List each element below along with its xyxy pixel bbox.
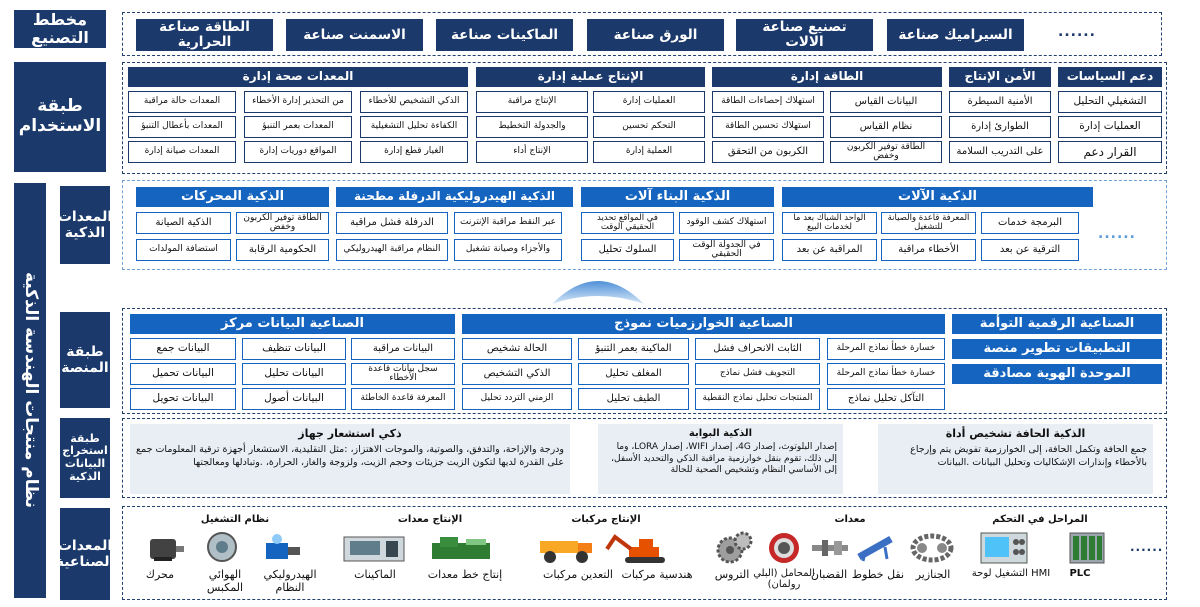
app-safety-cell: الطوارئ إدارة [949,116,1051,138]
smart-more: ...... [1098,226,1136,242]
app-energy-cell: الطاقة توفير الكربون وخفض [830,141,942,163]
sensor-text: ودرجة والإزاحة، والتدفق، والصوتية، والموجات الاهتزاز، :مثل التقليدية، الاستشعار أجهزة ترقية المعلومات جمع على القدرة لديها لتكون الزيت جزيئات وحجم الزيت، ولزوجة والغاز، الحرارة، .وتبادلها ومعالجتها [136,443,564,468]
platform-layer-label: طبقة المنصة [60,312,110,408]
motor-item [144,531,186,565]
app-production-cell: التحكم تحسين [593,116,705,138]
application-layer-label: طبقة الاستخدام [14,62,106,172]
data-cell: البيانات تنظيف [242,338,346,360]
air-compressor-label: الهوائي المكبس [206,568,244,594]
smart-motors-cell: الذكية الصيانة [136,212,231,234]
air-compressor-item [202,531,242,565]
app-energy-cell: البيانات القياس [830,91,942,113]
data-cell: المعرفة قاعدة الخاطئة [351,388,455,410]
data-cell: البيانات تحميل [130,363,236,385]
conveyor-label: نقل خطوط [851,568,905,581]
gateway-text: إصدار البلوتوث، إصدار 4G، إصدار WIFI، إصدار LORA، وما إلى ذلك، تقوم بنقل خوارزمية مراقبة الذكي والتحديد الأسفل، إلى الأساسي النظام وتشخيص الصحية للحالة [611,442,837,476]
bearing-label: المحامل (البلي رولمان) [753,568,815,590]
smart-equipment-label: المعدات الذكية [60,186,110,264]
smart-hydraulic-cell: الدرفلة فشل مراقبة [336,212,448,234]
industrial-equipment-label: المعدات الصناعية [60,508,110,600]
hmi-label: HMI التشغيل لوحة [971,568,1051,579]
data-cell: البيانات تحويل [130,388,236,410]
plc-icon [1069,531,1105,565]
hydraulic-item [262,531,304,565]
factory-planning-label: مخطط التصنيع [14,10,106,48]
chain-icon [910,531,954,565]
hydraulic-label: الهيدروليكي النظام [263,568,317,594]
app-health-cell: المعدات صيانة إدارة [128,141,236,163]
smart-gateway [598,424,843,494]
hmi-panel-icon [980,531,1028,565]
app-energy-cell: استهلاك تحسين الطاقة [712,116,824,138]
smart-machines-cell: الواحد الشباك بعد ما لخدمات البيع [782,212,877,234]
identity-auth-header: الموحدة الهوية مصادقة [952,364,1162,384]
data-cell: البيانات جمع [130,338,236,360]
algo-cell: الثابت الانحراف فشل [695,338,820,360]
smart-hydraulic-cell: والأجزاء وصيانة تشغيل [454,239,562,261]
smart-machines-header: الذكية الآلات [782,187,1093,207]
app-health-cell: من التحذير إدارة الأخطاء [244,91,352,113]
app-health-cell: المعدات بأعطال التنبؤ [128,116,236,138]
app-energy-cell: الكربون من التحقق [712,141,824,163]
gear-item [714,531,754,565]
mining-truck-item [536,531,596,565]
app-production-cell: والجدولة التخطيط [476,116,588,138]
mining-truck-label: التعدين مركبات [543,568,613,581]
algo-cell: خسارة خطأ نماذج المرحلة [827,363,945,385]
app-safety-cell: الأمنية السيطرة [949,91,1051,113]
excavator-item [603,531,679,565]
app-dev-platform-header: التطبيقات تطوير منصة [952,339,1162,359]
machine-tool-item [340,531,410,565]
group-title-vehicles: الإنتاج مركبات [571,514,641,525]
app-health-cell: المعدات حالة مراقبة [128,91,236,113]
smart-hydraulic-cell: النظام مراقبة الهيدروليكي [336,239,448,261]
smart-machines-cell: البرمجة خدمات [981,212,1079,234]
edge-tool-text: جمع الحافة وتكمل الحافة، إلى الخوارزمية تفويض يتم وإرجاع بالأخطاء وإنذارات الإشكاليات وتحليل البيانات .البيانات [910,443,1147,468]
smart-construction-cell: في الجدولة الوقت الحقيقي [679,239,774,261]
excavator-icon [603,531,679,565]
digital-twin-header: الصناعية الرقمية التوأمة [952,314,1162,334]
smart-machines-cell: المراقبة عن بعد [782,239,877,261]
group-title-operation: نظام التشغيل [200,514,270,525]
upward-arrow-icon [548,264,648,308]
motor-label: محرك [145,568,175,581]
algo-cell: الذكي التشخيص [462,363,572,385]
app-health-cell: الكفاءة تحليل التشغيلية [360,116,468,138]
industrial-more: ...... [1130,540,1164,554]
machine-tool-icon [340,531,410,565]
policy-support-header: دعم السياسات [1058,67,1162,87]
production-safety-header: الأمن الإنتاج [949,67,1051,87]
app-production-cell: الإنتاج أداء [476,141,588,163]
edge-diagnosis-tool [878,424,1153,494]
algo-cell: التجويف فشل نماذج [695,363,820,385]
big-system-label: نظام منتجات الهندسة الذكية [14,183,46,598]
chain-label: الجنازير [915,568,951,581]
gear-label: التروس [714,568,750,581]
smart-construction-cell: استهلاك كشف الوقود [679,212,774,234]
excavator-label: هندسية مركبات [621,568,693,581]
hydraulic-pump-icon [262,531,304,565]
conveyor-icon [855,531,899,565]
data-cell: البيانات أصول [242,388,346,410]
app-health-cell: المواقع دوريات إدارة [244,141,352,163]
sensor-title: ذكي استشعار جهاز [298,427,402,440]
industry-thermal-energy: الطاقة صناعة الحرارية [136,19,273,51]
bearing-item [764,531,804,565]
bearing-icon [764,531,804,565]
app-safety-cell: على التدريب السلامة [949,141,1051,163]
algo-cell: الطيف تحليل [578,388,689,410]
app-support-cell: التشغيلي التحليل [1058,91,1162,113]
conveyor-item [855,531,899,565]
algorithm-models-header: الصناعية الخوارزميات نموذج [462,314,945,334]
machine-tool-label: الماكينات [354,568,396,581]
algo-cell: خسارة خطأ نماذج المرحلة [827,338,945,360]
group-title-control: المراحل في التحكم [992,514,1088,525]
gateway-title: الذكية البوابة [688,428,753,439]
smart-hydraulic-cell: عبر النقط مراقبة الإنترنت [454,212,562,234]
production-process-header: الإنتاج عملية إدارة [476,67,705,87]
smart-machines-cell: الأخطاء مراقبة [881,239,976,261]
smart-machines-cell: الترقية عن بعد [981,239,1079,261]
app-support-cell: العمليات إدارة [1058,116,1162,138]
equipment-health-header: المعدات صحة إدارة [128,67,468,87]
app-energy-cell: استهلاك إحصاءات الطاقة [712,91,824,113]
industry-cement: الاسمنت صناعة [286,19,423,51]
algo-cell: المغلف تحليل [578,363,689,385]
app-health-cell: الذكي التشخيص للأخطاء [360,91,468,113]
smart-motors-cell: الطاقة توفير الكربون وخفض [236,212,329,234]
smart-hydraulic-header: الذكية الهيدروليكية الدرفلة مطحنة [336,187,573,207]
app-production-cell: الإنتاج مراقبة [476,91,588,113]
algo-cell: المنتجات تحليل نماذج النقطية [695,388,820,410]
shaft-label: القضبان [810,568,848,581]
chain-item [910,531,954,565]
data-center-header: الصناعية البيانات مركز [130,314,455,334]
app-health-cell: المعدات بعمر التنبؤ [244,116,352,138]
data-cell: سجل بيانات قاعدة الأخطاء [351,363,455,385]
algo-cell: التآكل تحليل نماذج [827,388,945,410]
air-compressor-icon [202,531,242,565]
algo-cell: الحالة تشخيص [462,338,572,360]
industry-machinery-making: تصنيع صناعة الالات [736,19,873,51]
app-health-cell: الغيار قطع إدارة [360,141,468,163]
smart-motors-cell: الحكومية الرقابة [236,239,329,261]
app-support-cell: القرار دعم [1058,141,1162,163]
plc-label: PLC [1069,568,1091,579]
motor-icon [144,531,186,565]
production-line-item [430,531,494,565]
industries-more: ...... [1058,24,1096,40]
data-cell: البيانات تحليل [242,363,346,385]
algo-cell: الزمني التردد تحليل [462,388,572,410]
app-production-cell: العمليات إدارة [593,91,705,113]
industry-paper: الورق صناعة [587,19,724,51]
algo-cell: الماكينة بعمر التنبؤ [578,338,689,360]
smart-motors-header: الذكية المحركات [136,187,329,207]
smart-motors-cell: استضافة المولدات [136,239,231,261]
mining-truck-icon [536,531,596,565]
app-production-cell: العملية إدارة [593,141,705,163]
data-cell: البيانات مراقبة [351,338,455,360]
smart-sensor [130,424,570,494]
energy-management-header: الطاقة إدارة [712,67,942,87]
smart-construction-header: الذكية البناء آلات [581,187,774,207]
gear-icon [714,531,754,565]
industry-ceramics: السيراميك صناعة [887,19,1024,51]
shaft-icon [810,531,850,565]
injection-machine-icon [430,531,494,565]
plc-item [1065,531,1105,565]
smart-construction-cell: في المواقع تحديد الحقيقي الوقت [581,212,674,234]
industry-machines: الماكينات صناعة [436,19,573,51]
edge-layer-label: طبقة استخراج البيانات الذكية [60,418,110,498]
smart-construction-cell: السلوك تحليل [581,239,674,261]
hmi-item [978,531,1028,565]
smart-machines-cell: المعرفة قاعدة والصيانة للتشغيل [881,212,976,234]
app-energy-cell: نظام القياس [830,116,942,138]
shaft-item [810,531,850,565]
group-title-production: الإنتاج معدات [397,514,463,525]
edge-tool-title: الذكية الحافة تشخيص أداة [945,427,1086,440]
production-line-label: إنتاج خط معدات [427,568,503,581]
group-title-equipment: معدات [834,514,866,525]
